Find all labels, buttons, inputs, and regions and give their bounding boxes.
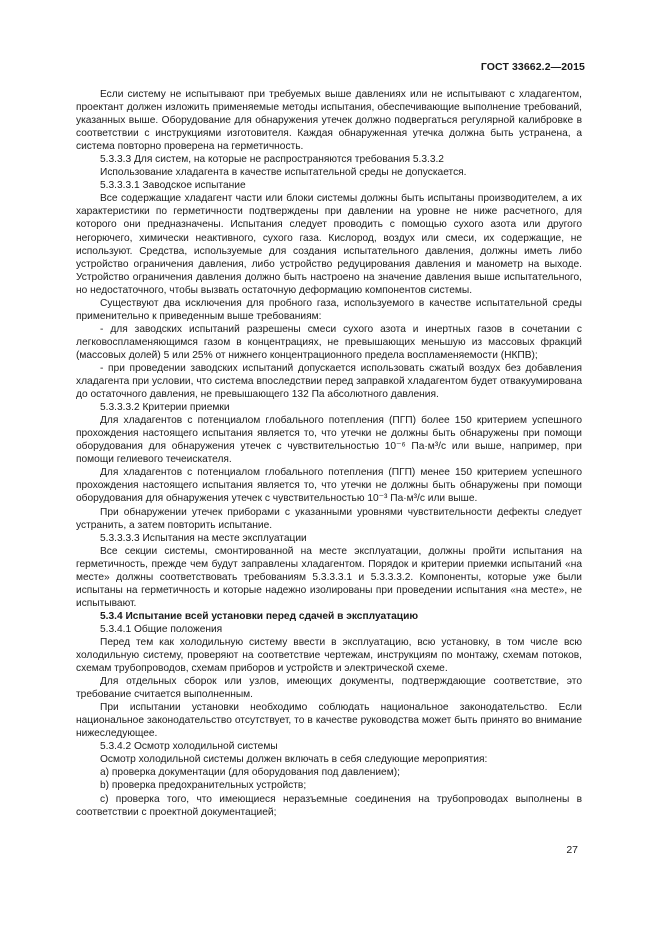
paragraph: Все содержащие хладагент части или блоки системы должны быть испытаны производителем, а их характеристики по герметичности подтверждены при давлении на уровне не ниже расчетного, для которого они предназначены. Испытания следует проводить с помощью сухого азота или другого негорючего, химически неактивного, сухого газа. Кислород, воздух или смеси, их содержащие, не используют. Средства, используемые для создания испытательного давления, должны иметь либо устройство ограничения давления, либо устройство редуцирования давления и манометр на выходе. Устройство ограничения давления должно быть настроено на значение давления выше испытательного, но недостаточного, чтобы вызвать остаточную деформацию компонентов системы.	[76, 193, 582, 296]
section-heading: 5.3.3.3 Для систем, на которые не распространяются требования 5.3.3.2	[100, 154, 444, 166]
paragraph: Все секции системы, смонтированной на месте эксплуатации, должны пройти испытания на герметичность, прежде чем будут заправлены хладагентом. Порядок и критерии приемки испытаний «на месте» должны соответствовать требованиям 5.3.3.3.1 и 5.3.3.3.2. Компоненты, которые уже были испытаны на герметичность и которые надежно изолированы при проведении испытания «на месте», не испытывают.	[76, 545, 582, 609]
paragraph: При обнаружении утечек приборами с указанными уровнями чувствительности дефекты следует устранить, а затем повторить испытание.	[76, 506, 582, 531]
page-body	[76, 88, 582, 819]
paragraph: Если систему не испытывают при требуемых выше давлениях или не испытывают с хладагентом, проектант должен изложить применяемые методы испытания, обеспечивающие выполнение требований, указанных выше. Оборудование для обнаружения утечек должно подвергаться регулярной калибровке в соответствии с инструкциями изготовителя. Каждая обнаруженная утечка должна быть устранена, а система повторно проверена на герметичность.	[76, 89, 582, 153]
section-heading: 5.3.3.3.3 Испытания на месте эксплуатации	[100, 532, 307, 544]
section-heading: 5.3.4.2 Осмотр холодильной системы	[100, 741, 278, 753]
list-item: - для заводских испытаний разрешены смеси сухого азота и инертных газов в сочетании с легковоспламеняющимся газом в концентрациях, не превышающих меньшую из массовых фракций (массовых долей) 5 или 25% от нижнего концентрационного предела воспламеняемости (НКПВ);	[76, 323, 582, 361]
doc-code-header: ГОСТ 33662.2—2015	[480, 61, 585, 73]
paragraph: Для отдельных сборок или узлов, имеющих документы, подтверждающие соответствие, это требование считается выполненным.	[76, 676, 582, 701]
list-item: b) проверка предохранительных устройств;	[100, 780, 307, 792]
page-number: 27	[566, 844, 578, 856]
paragraph: Использование хладагента в качестве испытательной среды не допускается.	[100, 167, 467, 179]
list-item: - при проведении заводских испытаний допускается использовать сжатый воздух без добавления хладагента при условии, что система впоследствии перед заправкой хладагентом будет отвакуумирована до остаточного давления, не превышающего 132 Па абсолютного давления.	[76, 362, 582, 401]
paragraph: Перед тем как холодильную систему ввести в эксплуатацию, всю установку, в том числе всю холодильную систему, проверяют на соответствие чертежам, инструкциям по монтажу, схемам потоков, схемам трубопроводов, схемам приборов и устройств и электрической схеме.	[76, 636, 582, 675]
paragraph: При испытании установки необходимо соблюдать национальное законодательство. Если национальное законодательство отсутствует, то в качестве руководства может быть принято во внимание нижеследующее.	[76, 702, 582, 740]
paragraph: Существуют два исключения для пробного газа, используемого в качестве испытательной среды применительно к приведенным выше требованиям:	[76, 297, 582, 322]
list-item: a) проверка документации (для оборудования под давлением);	[100, 767, 400, 779]
paragraph: Для хладагентов с потенциалом глобального потепления (ПГП) более 150 критерием успешного прохождения настоящего испытания является то, что утечки не должны быть обнаружены при помощи оборудования для обнаружения утечек с чувствительностью 10⁻⁶ Па·м³/с или выше, например, при помощи гелиевого течеискателя.	[76, 415, 582, 466]
section-heading: 5.3.3.3.2 Критерии приемки	[100, 402, 230, 414]
paragraph: Для хладагентов с потенциалом глобального потепления (ПГП) менее 150 критерием успешного прохождения настоящего испытания является то, что утечки не должны быть обнаружены при помощи оборудования для обнаружения утечек с чувствительностью 10⁻³ Па·м³/с или выше.	[76, 467, 582, 505]
section-heading: 5.3.3.3.1 Заводское испытание	[100, 180, 246, 192]
section-heading: 5.3.4.1 Общие положения	[100, 623, 223, 635]
list-item: c) проверка того, что имеющиеся неразъемные соединения на трубопроводах выполнены в соответствии с проектной документацией;	[76, 793, 582, 818]
section-heading-bold: 5.3.4 Испытание всей установки перед сдачей в эксплуатацию	[100, 610, 419, 622]
paragraph: Осмотр холодильной системы должен включать в себя следующие мероприятия:	[100, 754, 488, 766]
